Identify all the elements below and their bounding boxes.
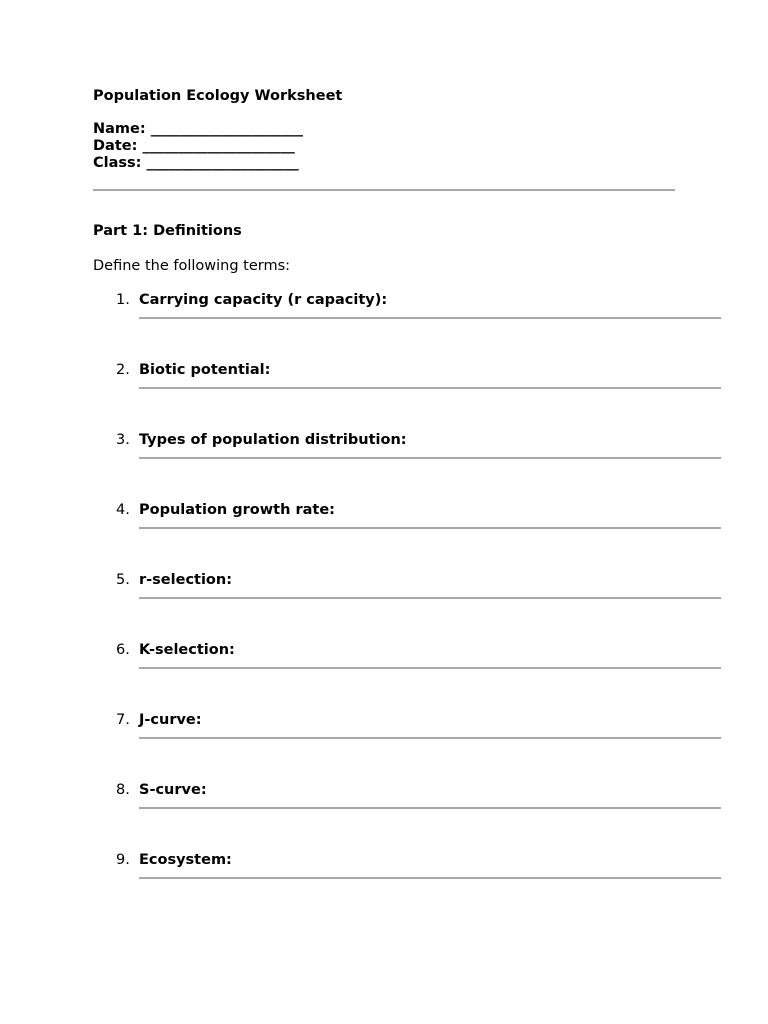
term-number: 2.: [116, 362, 130, 378]
term-label: Population growth rate:: [139, 502, 335, 518]
answer-line: [139, 807, 721, 809]
term-label: Ecosystem:: [139, 852, 232, 868]
list-item: [93, 851, 721, 921]
student-info-fields: [93, 121, 721, 172]
list-item: [93, 781, 721, 851]
term-number: 3.: [116, 432, 130, 448]
date-field-label: Date:: [93, 138, 138, 154]
term-number: 5.: [116, 572, 130, 588]
term-number: 1.: [116, 292, 130, 308]
term-label: Types of population distribution:: [139, 432, 407, 448]
date-field-blank: _____________________: [142, 138, 295, 154]
term-label: r-selection:: [139, 572, 233, 588]
answer-line: [139, 737, 721, 739]
term-label: Carrying capacity (r capacity):: [139, 292, 388, 308]
name-field: [93, 121, 721, 138]
worksheet-title: Population Ecology Worksheet: [93, 88, 343, 104]
list-item: [93, 571, 721, 641]
term-label: S-curve:: [139, 782, 207, 798]
class-field-label: Class:: [93, 155, 142, 171]
list-item: [93, 431, 721, 501]
answer-line: [139, 457, 721, 459]
term-label: J-curve:: [139, 712, 202, 728]
class-field: [93, 155, 721, 172]
list-item: [93, 711, 721, 781]
term-number: 9.: [116, 852, 130, 868]
worksheet-page: [93, 87, 721, 921]
date-field: [93, 138, 721, 155]
header-divider: [93, 189, 675, 191]
part1-instruction: Define the following terms:: [93, 258, 291, 274]
list-item: [93, 501, 721, 571]
answer-line: [139, 877, 721, 879]
answer-line: [139, 667, 721, 669]
term-label: K-selection:: [139, 642, 235, 658]
list-item: [93, 361, 721, 431]
term-number: 6.: [116, 642, 130, 658]
term-number: 4.: [116, 502, 130, 518]
definition-list: [93, 291, 721, 921]
term-number: 8.: [116, 782, 130, 798]
answer-line: [139, 387, 721, 389]
part1-title: Part 1: Definitions: [93, 223, 242, 239]
class-field-blank: _____________________: [146, 155, 299, 171]
list-item: [93, 641, 721, 711]
list-item: [93, 291, 721, 361]
name-field-label: Name:: [93, 121, 146, 137]
answer-line: [139, 527, 721, 529]
term-label: Biotic potential:: [139, 362, 271, 378]
answer-line: [139, 597, 721, 599]
term-number: 7.: [116, 712, 130, 728]
answer-line: [139, 317, 721, 319]
name-field-blank: _____________________: [150, 121, 303, 137]
